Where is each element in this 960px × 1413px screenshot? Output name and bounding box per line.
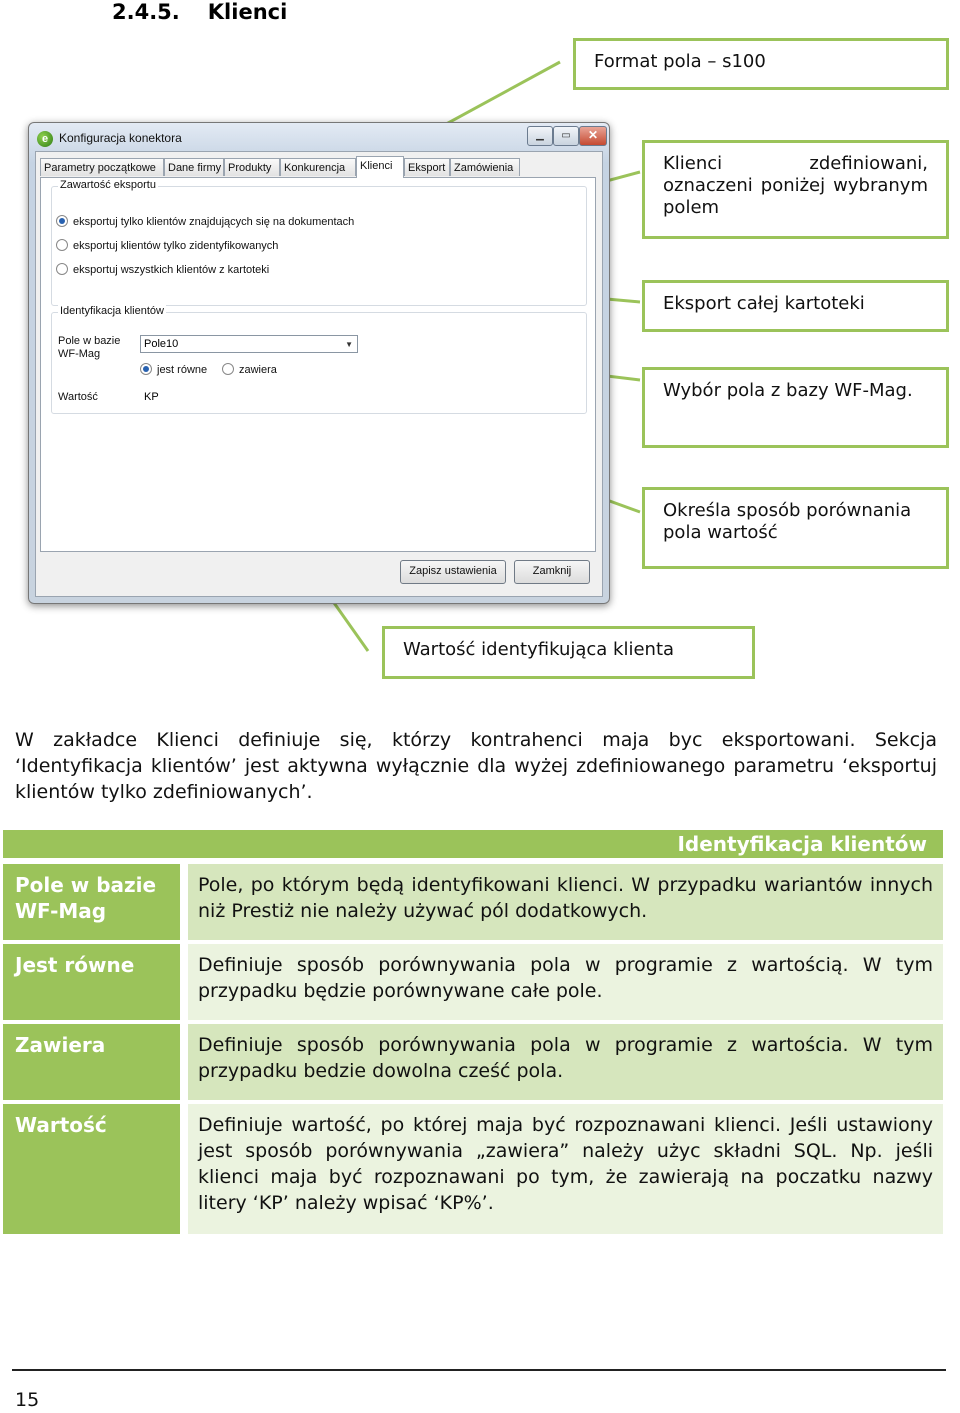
table-header-title: Identyfikacja klientów (677, 832, 927, 856)
callout-defined-clients: Klienci zdefiniowani, oznaczeni poniżej wybranym polem (642, 140, 949, 239)
table-row-desc: Pole, po którym będą identyfikowani klienci. W przypadku wariantów innych niż Prestiż nie należy używać pól dodatkowych. (188, 864, 943, 940)
table-row-desc: Definiuje sposób porównywania pola w programie z wartościa. W tym przypadku bedzie dowolna cześć pola. (188, 1024, 943, 1100)
dropdown-arrow-icon: ▼ (345, 340, 353, 349)
client-identification-title: Identyfikacja klientów (60, 305, 164, 317)
app-logo-icon: e (37, 131, 53, 147)
radio-label: zawiera (239, 364, 277, 376)
tab-dane-firmy[interactable]: Dane firmy (164, 158, 224, 176)
section-number: 2.4.5. (112, 0, 180, 24)
tab-produkty[interactable]: Produkty (224, 158, 280, 176)
radio-dot-selected (56, 215, 68, 227)
table-row-desc: Definiuje sposób porównywania pola w programie z wartością. W tym przypadku będzie porównywane całe pole. (188, 944, 943, 1020)
radio-match-contains[interactable] (222, 363, 277, 376)
value-input[interactable]: KP (140, 388, 580, 406)
tab-klienci[interactable]: Klienci (356, 156, 404, 178)
dialog-client-area (35, 151, 603, 597)
tab-parametry[interactable]: Parametry początkowe (40, 158, 164, 176)
callout-export-all: Eksport całej kartoteki (642, 280, 949, 332)
radio-label: eksportuj klientów tylko zidentyfikowanych (73, 240, 279, 252)
tab-konkurencja[interactable]: Konkurencja (280, 158, 356, 176)
table-row-term: Zawiera (3, 1024, 180, 1100)
field-label: Pole w bazie WF-Mag (58, 335, 121, 360)
value-label: Wartość (58, 391, 98, 403)
footer-rule (12, 1369, 946, 1371)
close-window-button[interactable]: ✕ (579, 126, 607, 146)
close-button[interactable]: Zamknij (514, 560, 590, 584)
radio-dot (56, 263, 68, 275)
section-title: Klienci (207, 0, 288, 24)
tab-eksport[interactable]: Eksport (404, 158, 450, 176)
radio-export-identified-clients[interactable] (56, 239, 278, 252)
table-header (3, 830, 943, 858)
radio-label: jest równe (157, 364, 208, 376)
page-number: 15 (15, 1389, 40, 1411)
export-content-group (51, 179, 587, 306)
tab-zamowienia[interactable]: Zamówienia (450, 158, 520, 176)
save-settings-button[interactable]: Zapisz ustawienia (400, 560, 506, 584)
tab-page-klienci (40, 177, 596, 552)
table-row-term: Pole w bazie WF-Mag (3, 864, 180, 940)
radio-export-all-clients[interactable] (56, 263, 269, 276)
section-heading (112, 0, 287, 24)
table-row-desc: Definiuje wartość, po której maja być rozpoznawani klienci. Jeśli ustawiony jest sposób porównywania „zawiera” należy użyc składni SQL. Np. jeśli klienci maja być rozpoznawani po tym, że zawierają na poczatku nazwy litery ‘KP’ należy wpisać ‘KP%’. (188, 1104, 943, 1234)
client-identification-group (51, 305, 587, 414)
radio-match-equal[interactable] (140, 363, 207, 376)
callout-field-format: Format pola – s100 (573, 38, 949, 90)
callout-field-choice: Wybór pola z bazy WF-Mag. (642, 367, 949, 448)
connector-config-dialog (28, 122, 610, 604)
radio-export-document-clients[interactable] (56, 215, 354, 228)
radio-dot-selected (140, 363, 152, 375)
field-select-value: Pole10 (144, 338, 179, 350)
maximize-button[interactable]: ▭ (553, 126, 579, 146)
field-select[interactable] (140, 335, 358, 353)
export-content-title: Zawartość eksportu (60, 179, 156, 191)
callout-compare-method: Określa sposób porównania pola wartość (642, 487, 949, 569)
body-paragraph: W zakładce Klienci definiuje się, którzy kontrahenci maja byc eksportowani. Sekcja ‘Identyfikacja klientów’ jest aktywna wyłącznie dla wyżej zdefiniowanego parametru ‘eksportuj klientów tylko zdefiniowanych’. (15, 729, 937, 803)
radio-label: eksportuj wszystkich klientów z kartoteki (73, 264, 270, 276)
radio-label: eksportuj tylko klientów znajdujących się na dokumentach (73, 216, 355, 228)
table-row-term: Jest równe (3, 944, 180, 1020)
dialog-title: Konfiguracja konektora (59, 131, 182, 145)
table-row-term: Wartość (3, 1104, 180, 1234)
callout-client-value: Wartość identyfikująca klienta (382, 626, 755, 679)
radio-dot (222, 363, 234, 375)
minimize-button[interactable]: ▁ (527, 126, 553, 146)
radio-dot (56, 239, 68, 251)
